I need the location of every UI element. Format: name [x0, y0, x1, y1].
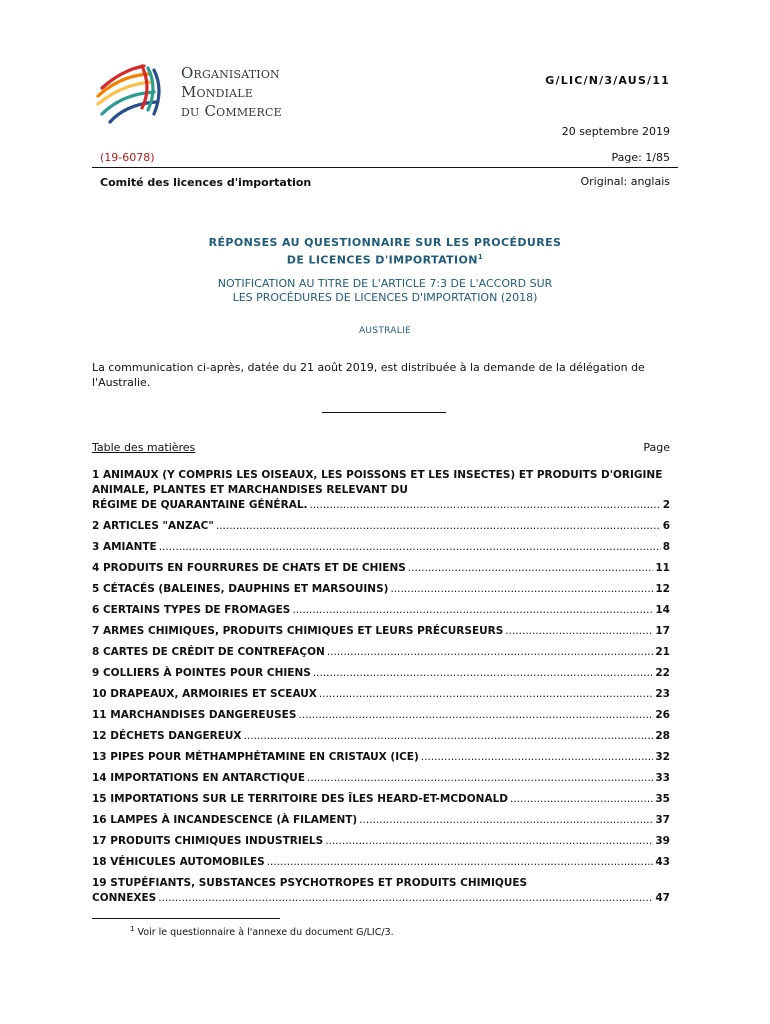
title-footnote-marker: 1 [477, 253, 484, 261]
toc-entry-row [92, 624, 670, 639]
toc-entry-page: 33 [655, 772, 670, 784]
org-line-1: Organisation [181, 64, 280, 82]
toc-entry[interactable] [92, 624, 670, 639]
toc-entry-title: 2 ARTICLES "ANZAC" [92, 520, 214, 532]
toc-entry-page: 14 [655, 604, 670, 616]
table-of-contents [92, 468, 670, 912]
toc-entry[interactable] [92, 603, 670, 618]
toc-entry-title: 17 PRODUITS CHIMIQUES INDUSTRIELS [92, 835, 324, 847]
toc-entry-page: 12 [655, 583, 670, 595]
toc-entry[interactable] [92, 813, 670, 828]
document-subtitle [92, 277, 678, 305]
toc-leader-dots [510, 792, 653, 807]
toc-entry-row [92, 687, 670, 702]
toc-entry-title: 15 IMPORTATIONS SUR LE TERRITOIRE DES ÎLES HEARD-ET-MCDONALD [92, 793, 508, 805]
section-separator [322, 412, 446, 413]
toc-entry-row [92, 813, 670, 828]
toc-entry-row [92, 792, 670, 807]
toc-entry-page: 23 [655, 688, 670, 700]
toc-entry[interactable] [92, 834, 670, 849]
toc-entry-title: 6 CERTAINS TYPES DE FROMAGES [92, 604, 291, 616]
footnote-text: Voir le questionnaire à l'annexe du document G/LIC/3. [137, 927, 394, 939]
toc-entry[interactable] [92, 519, 670, 534]
toc-entry-page: 47 [655, 892, 670, 904]
toc-entry-page: 22 [655, 667, 670, 679]
title-line-1: RÉPONSES AU QUESTIONNAIRE SUR LES PROCÉDURES [208, 236, 562, 249]
toc-entry-title: RÉGIME DE QUARANTAINE GÉNÉRAL. [92, 499, 308, 511]
toc-entry-page: 37 [655, 814, 670, 826]
page-info: Page: 1/85 [611, 151, 670, 164]
toc-entry-page: 32 [655, 751, 670, 763]
toc-entry-title-start: 19 STUPÉFIANTS, SUBSTANCES PSYCHOTROPES ET PRODUITS CHIMIQUES [92, 877, 528, 889]
org-line-3: du Commerce [181, 102, 282, 120]
toc-entry-title: 13 PIPES POUR MÉTHAMPHÉTAMINE EN CRISTAUX (ICE) [92, 751, 419, 763]
toc-entry-row [92, 891, 670, 906]
org-line-2: Mondiale [181, 83, 254, 101]
toc-entry-page: 17 [655, 625, 670, 637]
toc-leader-dots [421, 750, 654, 765]
toc-entry-row [92, 750, 670, 765]
subtitle-line-2: LES PROCÉDURES DE LICENCES D'IMPORTATION (2018) [232, 291, 538, 304]
toc-entry-row [92, 729, 670, 744]
document-date: 20 septembre 2019 [561, 125, 670, 138]
toc-entry-row [92, 666, 670, 681]
toc-leader-dots [505, 624, 653, 639]
toc-entry[interactable] [92, 792, 670, 807]
toc-entry[interactable] [92, 468, 670, 513]
toc-heading: Table des matières [92, 441, 196, 454]
toc-entry-title: 3 AMIANTE [92, 541, 157, 553]
toc-entry-title: 7 ARMES CHIMIQUES, PRODUITS CHIMIQUES ET LEURS PRÉCURSEURS [92, 625, 504, 637]
toc-leader-dots [310, 498, 661, 513]
toc-entry[interactable] [92, 687, 670, 702]
toc-entry-row [92, 582, 670, 597]
toc-leader-dots [298, 708, 653, 723]
toc-entry-title: 16 LAMPES À INCANDESCENCE (À FILAMENT) [92, 814, 358, 826]
footnote-marker: 1 [130, 925, 135, 933]
toc-leader-dots [325, 834, 653, 849]
toc-entry[interactable] [92, 561, 670, 576]
toc-entry-title: 18 VÉHICULES AUTOMOBILES [92, 856, 265, 868]
toc-entry-title: 14 IMPORTATIONS EN ANTARCTIQUE [92, 772, 306, 784]
toc-entry-row [92, 498, 670, 513]
toc-entry-page: 6 [662, 520, 670, 532]
toc-entry-title: 10 DRAPEAUX, ARMOIRIES ET SCEAUX [92, 688, 317, 700]
toc-leader-dots [327, 645, 654, 660]
toc-header [92, 441, 670, 454]
toc-leader-dots [359, 813, 653, 828]
toc-entry-title: 12 DÉCHETS DANGEREUX [92, 730, 242, 742]
toc-leader-dots [390, 582, 653, 597]
toc-entry-page: 11 [655, 562, 670, 574]
organization-name [181, 64, 282, 121]
toc-page-label: Page [643, 441, 670, 454]
toc-entry[interactable] [92, 582, 670, 597]
toc-entry[interactable] [92, 708, 670, 723]
toc-leader-dots [216, 519, 661, 534]
toc-entry-page: 26 [655, 709, 670, 721]
toc-entry-title-start: 1 ANIMAUX (Y COMPRIS LES OISEAUX, LES POISSONS ET LES INSECTES) ET PRODUITS D'ORIGINE ANIMALE, PLANTES ET MARCHANDISES RELEVANT DU [92, 469, 663, 496]
toc-entry-title: 5 CÉTACÉS (BALEINES, DAUPHINS ET MARSOUINS) [92, 583, 389, 595]
title-line-2: DE LICENCES D'IMPORTATION$^1$ [286, 253, 484, 267]
toc-entry-title: 11 MARCHANDISES DANGEREUSES [92, 709, 297, 721]
toc-entry-page: 28 [655, 730, 670, 742]
toc-entry-title: 9 COLLIERS À POINTES POUR CHIENS [92, 667, 311, 679]
toc-leader-dots [159, 540, 661, 555]
toc-entry-row [92, 561, 670, 576]
original-language: Original: anglais [580, 175, 670, 188]
committee-name: Comité des licences d'importation [100, 176, 312, 189]
toc-entry[interactable] [92, 540, 670, 555]
toc-entry-page: 21 [655, 646, 670, 658]
header-divider [92, 167, 678, 168]
toc-entry-page: 8 [662, 541, 670, 553]
toc-entry-row [92, 645, 670, 660]
wto-logo [92, 58, 172, 132]
toc-entry-row [92, 708, 670, 723]
toc-entry-row [92, 834, 670, 849]
toc-leader-dots [319, 687, 654, 702]
toc-entry-row [92, 855, 670, 870]
toc-entry[interactable] [92, 855, 670, 870]
toc-leader-dots [158, 891, 653, 906]
subtitle-line-1: NOTIFICATION AU TITRE DE L'ARTICLE 7:3 DE L'ACCORD SUR [217, 277, 553, 290]
toc-entry-row [92, 603, 670, 618]
toc-entry[interactable] [92, 645, 670, 660]
country-name: AUSTRALIE [358, 326, 412, 336]
intro-paragraph: La communication ci-après, datée du 21 août 2019, est distribuée à la demande de la délégation de l'Australie. [92, 361, 645, 389]
footnote-divider [92, 918, 280, 919]
document-symbol: G/LIC/N/3/AUS/11 [545, 74, 670, 87]
toc-entry-title: CONNEXES [92, 892, 157, 904]
document-title [92, 236, 678, 268]
toc-entry-page: 2 [662, 499, 670, 511]
toc-leader-dots [307, 771, 653, 786]
toc-leader-dots [408, 561, 654, 576]
toc-leader-dots [244, 729, 654, 744]
toc-entry-title: 4 PRODUITS EN FOURRURES DE CHATS ET DE CHIENS [92, 562, 406, 574]
toc-entry[interactable] [92, 729, 670, 744]
footnote [130, 925, 394, 938]
toc-entry-page: 43 [655, 856, 670, 868]
toc-entry[interactable] [92, 666, 670, 681]
toc-entry-page: 39 [655, 835, 670, 847]
toc-entry-row [92, 540, 670, 555]
toc-entry-page: 35 [655, 793, 670, 805]
toc-entry-title: 8 CARTES DE CRÉDIT DE CONTREFAÇON [92, 646, 325, 658]
toc-leader-dots [313, 666, 654, 681]
toc-entry[interactable] [92, 876, 670, 906]
toc-entry-row [92, 519, 670, 534]
toc-entry[interactable] [92, 750, 670, 765]
document-number: (19-6078) [100, 151, 155, 164]
toc-leader-dots [292, 603, 653, 618]
toc-entry-row [92, 771, 670, 786]
toc-entry[interactable] [92, 771, 670, 786]
toc-leader-dots [267, 855, 654, 870]
